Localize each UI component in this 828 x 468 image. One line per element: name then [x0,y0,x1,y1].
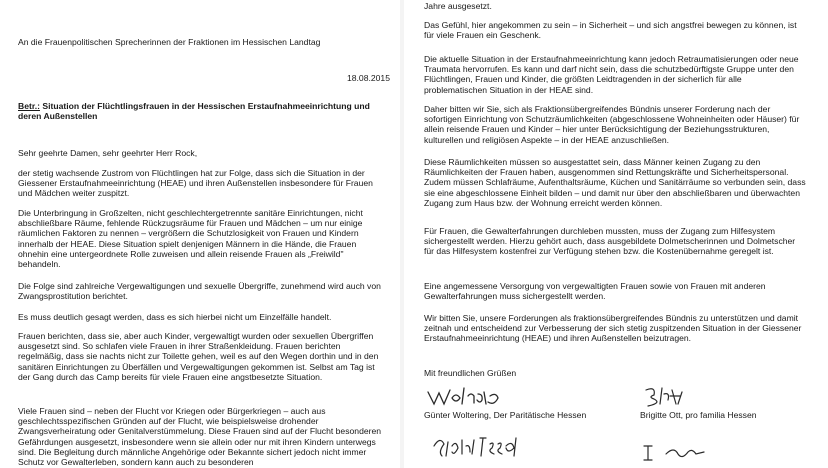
recipient-line: An die Frauenpolitischen Sprecherinnen der Fraktionen im Hessischen Landtag [18,37,321,47]
signature-issel [430,432,522,462]
paragraph: Die aktuelle Situation in der Erstaufnahmeeinrichtung kann jedoch Retraumatisierungen oder neue Traumata hervorrufen. Es kann und darf nicht sein, dass die schutzbedürftigste Gruppe unter den Flüchtlingen, Frauen und Kinder, die größten Leidtragenden in der sicherlich für alle problematischen Situation in der HEAE sind. [424,54,799,95]
signature-woltering [424,384,504,408]
signature-ott [640,384,690,408]
paragraph: Das Gefühl, hier angekommen zu sein – in Sicherheit – und sich angstfrei bewegen zu können, ist für viele Frauen ein Geschenk. [424,20,797,41]
subject-line [18,101,384,121]
subject-prefix: Betr.: [18,101,40,111]
salutation: Sehr geehrte Damen, sehr geehrter Herr Rock, [18,148,198,158]
paragraph: Für Frauen, die Gewalterfahrungen durchleben mussten, muss der Zugang zum Hilfesystem sichergestellt werden. Hierzu gehört auch, dass ausgebildete Dolmetscherinnen und Dolmetscher für das Hilfesystem kostenfrei zur Verfügung stehen bzw. die Kostenübernahme geregelt ist. [424,226,796,257]
continued-fragment: Jahre ausgesetzt. [424,1,492,11]
paragraph: Diese Räumlichkeiten müssen so ausgestattet sein, dass Männer keinen Zugang zu den Räumlichkeiten der Frauen haben, ausgenommen sind Rettungskräfte und Sicherheitspersonal. Zudem müssen Schlafräume, Aufenthaltsräume, Küchen und Sanitärräume so verbunden sein, dass sie eine abgeschlossene Einheit bilden – und damit nur über den abschließbaren und überwachten Zugang zum Haus bzw. der Wohnung erreicht werden können. [424,157,806,208]
paragraph: Es muss deutlich gesagt werden, dass es sich hierbei nicht um Einzelfälle handelt. [18,312,332,322]
paragraph: Die Folge sind zahlreiche Vergewaltigungen und sexuelle Übergriffe, zunehmend wird auch von Zwangsprostitution berichtet. [18,281,381,302]
paragraph: Viele Frauen sind – neben der Flucht vor Kriegen oder Bürgerkriegen – auch aus geschlechtsspezifischen Gründen auf der Flucht, wie beispielsweise drohender Zwangsverheiratung oder Genitalverstümmelung. Diese Frauen sind auf der Flucht besonderen Gefährdungen ausgesetzt, insbesondere wenn sie allein oder nur mit ihren Kindern unterwegs sind. Die Begleitung durch männliche Angehörige oder Bekannte sichert jedoch nicht immer Schutz vor Gewalterleben, sondern kann auch zu besonderen [18,406,382,468]
paragraph: der stetig wachsende Zustrom von Flüchtlingen hat zur Folge, dass sich die Situation in der Giessener Erstaufnahmeeinrichtung (HEAE) und ihren Außenstellen insbesondere für Frauen und Mädchen weiter zuspitzt. [18,168,373,199]
paragraph: Wir bitten Sie, unsere Forderungen als fraktionsübergreifendes Bündnis zu unterstützen und damit zeitnah und entscheidend zur Verbesserung der sich stetig zuspitzenden Situation in der Giessener Erstaufnahmeeinrichtung (HEAE) und ihren Außenstellen beizutragen. [424,313,802,344]
signatory-name: Günter Woltering, Der Paritätische Hessen [424,410,587,420]
signature-fourth [642,440,712,464]
letter-page-right [404,0,828,468]
subject-text: Situation der Flüchtlingsfrauen in der Hessischen Erstaufnahmeeinrichtung und deren Außenstellen [18,101,370,122]
paragraph: Eine angemessene Versorgung von vergewaltigten Frauen sowie von Frauen mit anderen Gewalterfahrungen muss sichergestellt werden. [424,281,766,302]
signatory-name: Brigitte Ott, pro familia Hessen [640,410,757,420]
letter-page-left [0,0,404,468]
paragraph: Die Unterbringung in Großzelten, nicht geschlechtergetrennte sanitäre Einrichtungen, nicht abschließbare Räume, fehlende Rückzugsräume für Frauen und Mädchen – um nur einige räumlichen Faktoren zu nennen – vergrößern die Schutzlosigkeit von Frauen und Kindern innerhalb der HEAE. Diese Situation spielt denjenigen Männern in die Hände, die Frauen ohnehin eine untergeordnete Rolle zuweisen und allein reisende Frauen als „Freiwild" behandeln. [18,208,363,270]
closing-line: Mit freundlichen Grüßen [424,368,517,378]
paragraph: Frauen berichten, dass sie, aber auch Kinder, vergewaltigt wurden oder sexuellen Übergriffen ausgesetzt sind. So schlafen viele Frauen in ihrer Straßenkleidung. Frauen berichten regelmäßig, dass sie nachts nicht zur Toilette gehen, weil es auf den Wegen dorthin und in den sanitären Einrichtungen zu Überfällen und Vergewaltigungen gekommen ist. Selbst am Tag ist der Gang durch das Camp bereits für viele Frauen eine angstbesetzte Situation. [18,331,379,382]
letter-date: 18.08.2015 [346,73,390,83]
paragraph: Daher bitten wir Sie, sich als Fraktionsübergreifendes Bündnis unserer Forderung nach der sofortigen Einrichtung von Schutzräumlichkeiten (abgeschlossene Wohneinheiten oder Häuser) für allein reisende Frauen und Kinder – hier unter Berücksichtigung der Beziehungsstrukturen, kulturellen und religiösen Aspekte – in der HEAE anzuschließen. [424,104,800,145]
